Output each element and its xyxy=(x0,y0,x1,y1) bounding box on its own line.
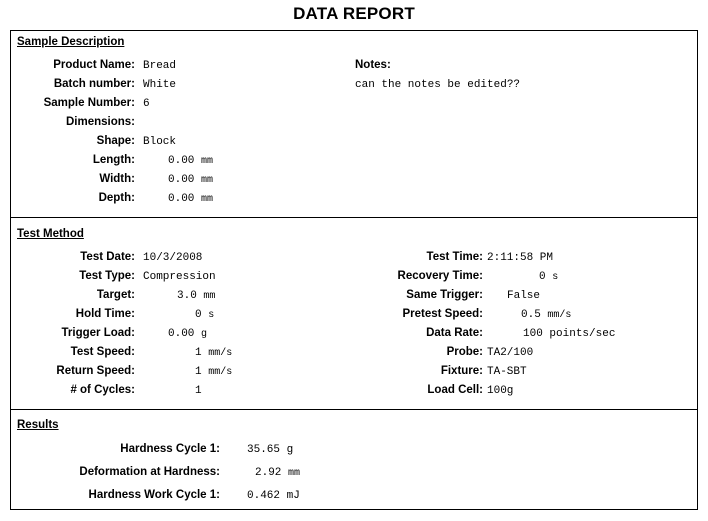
depth-value: 0.00 mm xyxy=(168,193,214,205)
return-speed-label: Return Speed: xyxy=(56,365,135,377)
data-rate-value: 100 points/sec xyxy=(523,328,616,340)
load-cell-label: Load Cell: xyxy=(427,384,483,396)
load-cell-value: 100g xyxy=(487,385,514,397)
section-divider xyxy=(11,217,697,218)
recovery-time-label: Recovery Time: xyxy=(397,270,483,282)
notes-label: Notes: xyxy=(355,59,391,71)
length-value: 0.00 mm xyxy=(168,155,214,167)
fixture-label: Fixture: xyxy=(440,365,483,377)
recovery-time-value: 0 s xyxy=(539,271,559,283)
dimensions-label: Dimensions: xyxy=(65,116,135,128)
same-trigger-value: False xyxy=(507,290,541,302)
test-method-heading: Test Method xyxy=(17,228,84,240)
cycles-value: 1 xyxy=(195,385,202,397)
sample-description-heading: Sample Description xyxy=(17,36,125,48)
test-date-value: 10/3/2008 xyxy=(143,252,203,264)
batch-number-value: White xyxy=(143,79,177,91)
width-value: 0.00 mm xyxy=(168,174,214,186)
test-speed-value: 1 mm/s xyxy=(195,347,233,359)
test-time-label: Test Time: xyxy=(426,251,483,263)
product-name-value: Bread xyxy=(143,60,177,72)
hold-time-value: 0 s xyxy=(195,309,215,321)
probe-label: Probe: xyxy=(446,346,483,358)
target-label: Target: xyxy=(96,289,135,301)
notes-value: can the notes be edited?? xyxy=(355,79,521,91)
data-rate-label: Data Rate: xyxy=(426,327,483,339)
depth-label: Depth: xyxy=(98,192,135,204)
length-label: Length: xyxy=(92,154,135,166)
pretest-speed-value: 0.5 mm/s xyxy=(521,309,572,321)
test-date-label: Test Date: xyxy=(80,251,135,263)
trigger-load-value: 0.00 g xyxy=(168,328,208,340)
hold-time-label: Hold Time: xyxy=(75,308,135,320)
hardness-cycle-1-label: Hardness Cycle 1: xyxy=(120,443,220,455)
deformation-at-hardness-label: Deformation at Hardness: xyxy=(79,466,220,478)
trigger-load-label: Trigger Load: xyxy=(61,327,135,339)
width-label: Width: xyxy=(99,173,135,185)
batch-number-label: Batch number: xyxy=(53,78,135,90)
return-speed-value: 1 mm/s xyxy=(195,366,233,378)
test-type-value: Compression xyxy=(143,271,216,283)
probe-value: TA2/100 xyxy=(487,347,534,359)
results-heading: Results xyxy=(17,419,59,431)
target-value: 3.0 mm xyxy=(177,290,216,302)
section-divider xyxy=(11,409,697,410)
same-trigger-label: Same Trigger: xyxy=(406,289,483,301)
shape-value: Block xyxy=(143,136,177,148)
hardness-cycle-1-value: 35.65 g xyxy=(247,444,294,456)
pretest-speed-label: Pretest Speed: xyxy=(402,308,483,320)
fixture-value: TA-SBT xyxy=(487,366,527,378)
test-type-label: Test Type: xyxy=(79,270,135,282)
hardness-work-cycle-1-label: Hardness Work Cycle 1: xyxy=(88,489,220,501)
product-name-label: Product Name: xyxy=(53,59,135,71)
sample-number-label: Sample Number: xyxy=(43,97,135,109)
deformation-at-hardness-value: 2.92 mm xyxy=(255,467,301,479)
sample-number-value: 6 xyxy=(143,98,150,110)
shape-label: Shape: xyxy=(96,135,135,147)
report-title: DATA REPORT xyxy=(293,4,415,23)
test-time-value: 2:11:58 PM xyxy=(487,252,554,264)
hardness-work-cycle-1-value: 0.462 mJ xyxy=(247,490,300,502)
cycles-label: # of Cycles: xyxy=(70,384,135,396)
report-frame xyxy=(10,30,698,510)
test-speed-label: Test Speed: xyxy=(70,346,135,358)
